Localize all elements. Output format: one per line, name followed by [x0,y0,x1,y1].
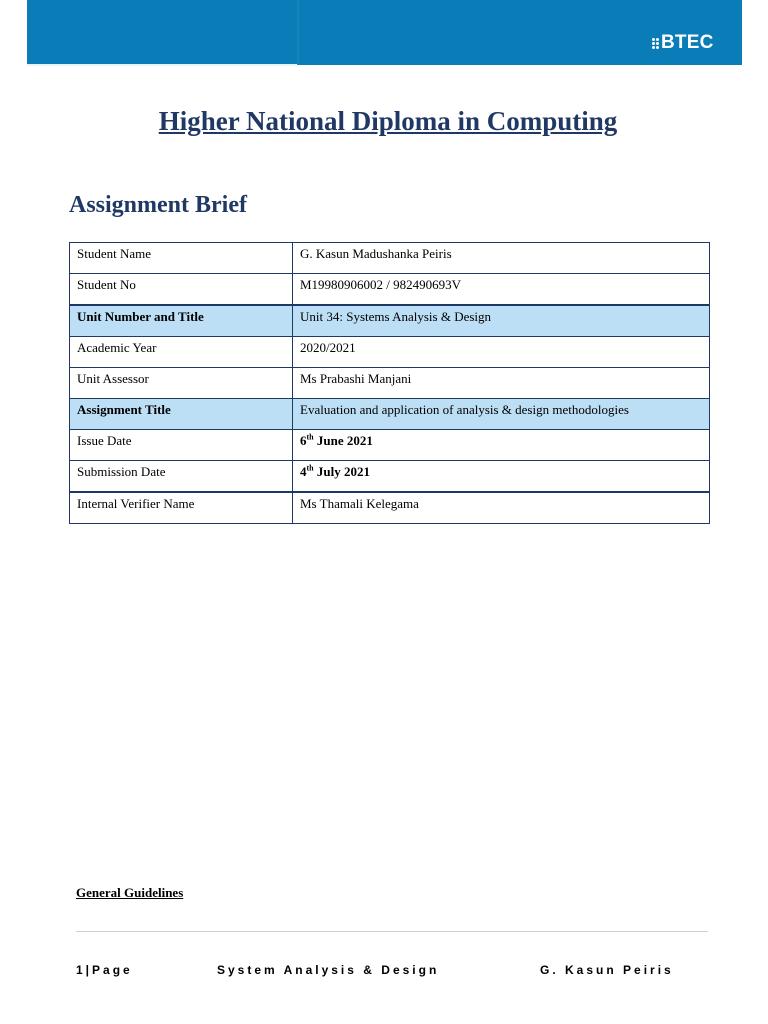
table-row [70,492,710,524]
academic-year-value: 2020/2021 [293,337,710,368]
unit-label: Unit Number and Title [70,305,293,337]
table-row [70,337,710,368]
submission-month-year: July 2021 [313,464,370,479]
banner-notch [27,64,297,66]
footer-page-number: 1|Page [76,963,133,977]
student-name-label: Student Name [70,243,293,274]
table-row [70,305,710,337]
student-no-value: M19980906002 / 982490693V [293,274,710,306]
assignment-title-label: Assignment Title [70,399,293,430]
banner-seam [297,0,299,65]
general-guidelines-heading: General Guidelines [76,885,184,900]
table-row [70,461,710,493]
submission-day: 4 [300,464,307,479]
issue-date-value [293,430,710,461]
footer-divider [76,931,708,932]
student-name-value: G. Kasun Madushanka Peiris [293,243,710,274]
verifier-label: Internal Verifier Name [70,492,293,524]
academic-year-label: Academic Year [70,337,293,368]
submission-date-value [293,461,710,493]
verifier-value: Ms Thamali Kelegama [293,492,710,524]
btec-dots-icon [652,38,659,49]
issue-day-suffix: th [306,432,314,442]
unit-value: Unit 34: Systems Analysis & Design [293,305,710,337]
footer-author: G. Kasun Peiris [540,963,674,977]
assessor-label: Unit Assessor [70,368,293,399]
issue-day: 6 [300,433,307,448]
btec-logo [652,30,714,56]
table-row [70,243,710,274]
btec-logo-text: BTEC [661,32,714,53]
submission-day-suffix: th [306,463,314,473]
assessor-value: Ms Prabashi Manjani [293,368,710,399]
assignment-title-value: Evaluation and application of analysis & design methodologies [293,399,710,430]
header-banner [27,0,742,65]
issue-date-label: Issue Date [70,430,293,461]
submission-date-label: Submission Date [70,461,293,493]
document-title: Higher National Diploma in Computing [158,106,618,136]
student-no-label: Student No [70,274,293,306]
footer-course-name: System Analysis & Design [217,963,440,977]
assignment-brief-table [69,242,710,524]
issue-month-year: June 2021 [313,433,373,448]
table-row [70,430,710,461]
table-row [70,368,710,399]
table-row [70,274,710,306]
table-row [70,399,710,430]
section-heading: Assignment Brief [69,192,247,218]
